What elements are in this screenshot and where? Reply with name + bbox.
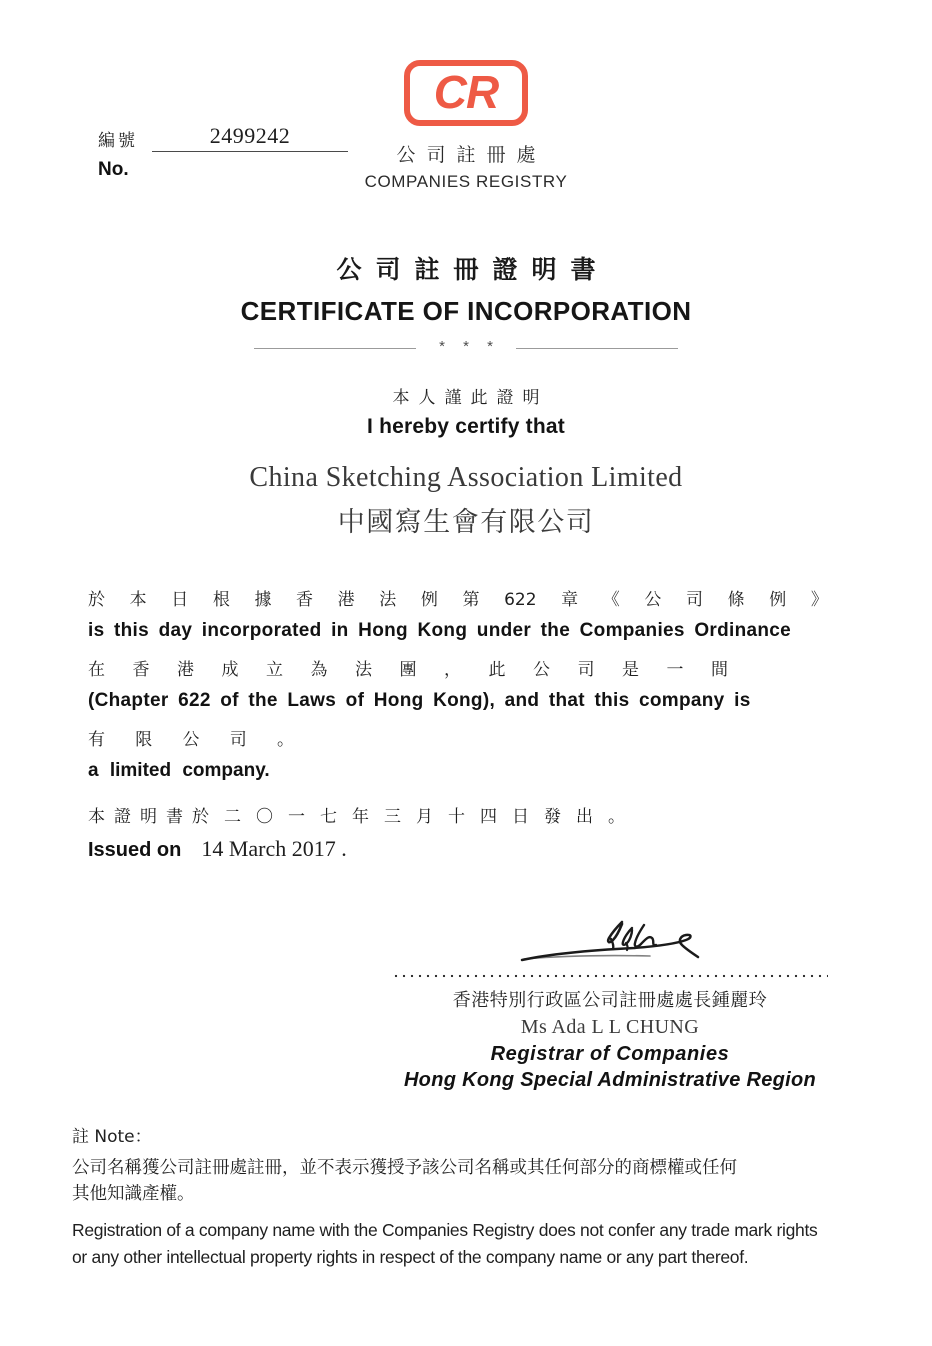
certificate-number-value: 2499242 <box>209 123 291 148</box>
cjk-glyph: 本 <box>129 590 147 610</box>
registrar-name-en: Ms Ada L L CHUNG <box>520 1016 700 1038</box>
asterisk-ornament: * * * <box>439 338 500 355</box>
body-paragraph-2-cn <box>88 658 728 684</box>
issued-prefix-cn: 本證明書於 <box>88 807 218 827</box>
cjk-glyph: 團 <box>399 660 417 681</box>
body-paragraph-3-en: a limited company. <box>88 759 270 781</box>
cjk-glyph: 限 <box>135 730 153 751</box>
cjk-glyph: 據 <box>254 590 272 610</box>
company-name-en: China Sketching Association Limited <box>249 462 683 493</box>
certificate-number-label-en: No. <box>98 159 129 180</box>
cjk-glyph: 此 <box>488 660 506 681</box>
company-name-cn: 中國寫生會有限公司 <box>337 507 595 538</box>
cjk-glyph: 成 <box>221 660 239 681</box>
issued-date-en: 14 March 2017 . <box>201 836 347 861</box>
cjk-glyph: 《 <box>602 590 620 610</box>
certify-statement-en: I hereby certify that <box>367 415 565 438</box>
cjk-glyph: 。 <box>277 730 294 751</box>
cjk-glyph: 622 <box>504 590 537 610</box>
cr-logo-icon <box>404 60 528 126</box>
cjk-glyph: 條 <box>727 590 745 610</box>
certify-statement-cn: 本人謹此證明 <box>392 388 549 408</box>
issued-date-en-row <box>88 836 728 862</box>
issued-label-en: Issued on <box>88 839 182 861</box>
cjk-glyph: 司 <box>685 590 703 610</box>
divider-line-right <box>516 348 678 349</box>
certificate-title-en: CERTIFICATE OF INCORPORATION <box>240 296 692 326</box>
note-text-en-line-1: Registration of a company name with the Companies Registry does not confer any trade mark rights <box>72 1219 818 1240</box>
signature-dotted-line <box>392 974 828 978</box>
note-block <box>72 1122 872 1271</box>
registrar-region-en: Hong Kong Special Administrative Region <box>403 1069 817 1091</box>
cjk-glyph: 立 <box>266 660 283 681</box>
companies-registry-logo-block <box>0 60 932 192</box>
note-text-cn-line-1: 公司名稱獲公司註冊處註冊，並不表示獲授予該公司名稱或其任何部分的商標權或任何 <box>72 1158 737 1178</box>
cjk-glyph: 例 <box>769 590 787 610</box>
cjk-glyph: 司 <box>229 730 247 751</box>
company-name-block <box>0 462 932 539</box>
body-paragraph-3-cn <box>88 728 294 754</box>
handwritten-signature-icon <box>510 910 710 972</box>
cjk-glyph: 香 <box>296 590 314 610</box>
note-text-cn-line-2: 其他知識產權。 <box>72 1184 195 1205</box>
cjk-glyph: 在 <box>88 660 105 681</box>
note-text-en <box>72 1217 872 1271</box>
cjk-glyph: 例 <box>420 590 438 610</box>
registrar-name-cn: 香港特別行政區公司註冊處處長鍾麗玲 <box>452 990 768 1011</box>
body-paragraph-1-en: is this day incorporated in Hong Kong under the Companies Ordinance <box>88 619 792 641</box>
cjk-glyph: 香 <box>132 660 150 681</box>
cjk-glyph: 公 <box>182 730 200 751</box>
certificate-number-label-cn: 編號 <box>98 131 138 151</box>
certificate-title-block <box>0 250 932 356</box>
cjk-glyph: 港 <box>177 660 194 681</box>
cjk-glyph: 公 <box>644 590 662 610</box>
signature-block <box>392 910 828 1092</box>
issued-block <box>88 802 728 862</box>
registry-name-en: COMPANIES REGISTRY <box>364 172 568 191</box>
body-paragraph-1-cn <box>88 588 828 614</box>
certify-statement-block <box>0 383 932 439</box>
title-ornament-divider <box>0 338 932 356</box>
divider-line-left <box>254 348 416 349</box>
cjk-glyph: 有 <box>88 730 105 751</box>
certificate-body-block <box>88 588 828 783</box>
cjk-glyph: 章 <box>561 590 579 610</box>
body-paragraph-2 <box>88 658 828 713</box>
cjk-glyph: 》 <box>810 590 828 610</box>
cjk-glyph: 根 <box>212 590 230 610</box>
note-text-cn <box>72 1155 872 1208</box>
cjk-glyph: 法 <box>355 660 372 681</box>
registry-name-cn: 公司註冊處 <box>396 144 547 166</box>
note-text-en-line-2: or any other intellectual property rights in respect of the company name or any part thereof. <box>72 1246 749 1267</box>
cjk-glyph: 第 <box>462 590 480 610</box>
issued-date-value-cn: 二〇一七年三月十四日發出。 <box>224 807 640 827</box>
cjk-glyph: 於 <box>88 590 105 610</box>
issued-date-cn <box>88 802 728 827</box>
note-label: 註 Note： <box>72 1127 152 1147</box>
cjk-glyph: 一 <box>666 660 684 681</box>
cjk-glyph: 是 <box>622 660 639 681</box>
registrar-title-en: Registrar of Companies <box>490 1043 730 1065</box>
cjk-glyph: ， <box>444 660 461 681</box>
cjk-glyph: 法 <box>379 590 397 610</box>
cjk-glyph: 日 <box>171 590 189 610</box>
certificate-title-cn: 公司註冊證明書 <box>336 255 610 284</box>
cjk-glyph: 港 <box>337 590 355 610</box>
cjk-glyph: 公 <box>533 660 550 681</box>
cjk-glyph: 司 <box>577 660 595 681</box>
cjk-glyph: 間 <box>711 660 728 681</box>
body-paragraph-2-en: (Chapter 622 of the Laws of Hong Kong), and that this company is <box>88 689 751 711</box>
body-paragraph-1 <box>88 588 828 643</box>
body-paragraph-3 <box>88 728 828 783</box>
cjk-glyph: 為 <box>310 660 328 681</box>
cr-logo-text: CR <box>433 66 499 119</box>
